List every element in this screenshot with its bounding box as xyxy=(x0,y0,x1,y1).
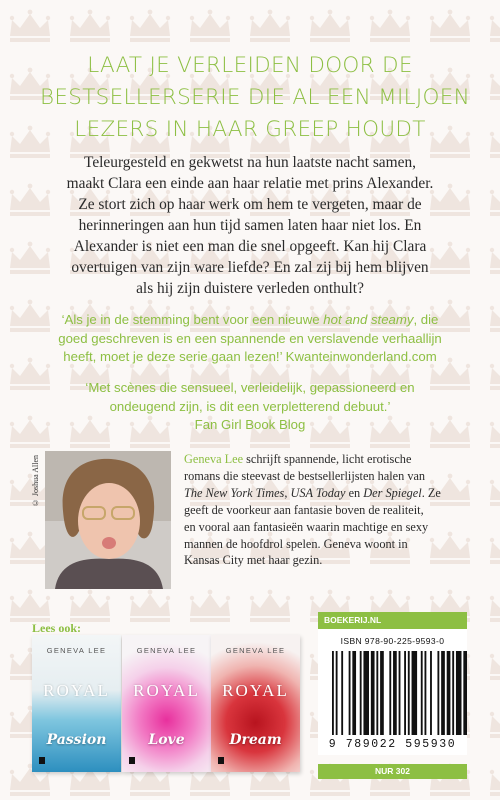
barcode-bar xyxy=(332,651,334,735)
blurb-line: Ze stort zich op haar werk om hem te vergeten, maar de xyxy=(78,196,422,213)
barcode-bar xyxy=(441,651,445,735)
barcode xyxy=(318,629,467,755)
nur-label: NUR 302 xyxy=(318,764,467,779)
blurb-line: herinneringen aan hun tijd samen laten haar niet los. En xyxy=(78,217,422,234)
review-quote-fan-girl-book-blog xyxy=(40,379,460,435)
barcode-bar xyxy=(425,651,427,735)
barcode-bar xyxy=(421,651,423,735)
publisher-logo-icon xyxy=(39,757,45,764)
barcode-bar xyxy=(363,651,369,735)
author-bio xyxy=(184,451,474,569)
quote-source: Fan Girl Book Blog xyxy=(194,417,306,432)
author-name: Geneva Lee xyxy=(184,452,244,466)
quote-line: ‘Met scènes die sensueel, verleidelijk, gepassioneerd en xyxy=(85,380,415,395)
barcode-bar xyxy=(349,651,351,735)
book-author: GENEVA LEE xyxy=(136,646,197,655)
book-title: ROYAL xyxy=(222,681,289,700)
quote-line: ondeugend zijn, is dit een verpletterend debuut.’ xyxy=(109,398,391,414)
quote-line: heeft, moet je deze serie gaan lezen!’ Kwanteinwonderland.com xyxy=(63,349,437,364)
barcode-bar xyxy=(352,651,356,735)
review-quote-kwanteinwonderland xyxy=(36,311,464,367)
barcode-bar xyxy=(376,651,378,735)
barcode-bar xyxy=(336,651,338,735)
barcode-bar xyxy=(447,651,451,735)
barcode-bar xyxy=(437,651,439,735)
barcode-box xyxy=(318,629,467,755)
barcode-bar xyxy=(404,651,406,735)
headline-line: BESTSELLERSERIE DIE AL EEN MILJOEN xyxy=(40,85,471,110)
book-subtitle: Passion xyxy=(46,732,107,748)
book-title: ROYAL xyxy=(133,681,200,700)
barcode-bar xyxy=(360,651,362,735)
quote-line: goed geschreven is en een spannende en verslavende verhaallijn xyxy=(58,330,442,346)
book-subtitle: Love xyxy=(148,732,185,748)
lees-ook-label: Lees ook: xyxy=(32,621,81,635)
barcode-bar xyxy=(380,651,384,735)
barcode-bar xyxy=(452,651,454,735)
blurb-line: Teleurgesteld en gekwetst na hun laatste nacht samen, xyxy=(84,154,416,171)
bio-line: The New York Times, USA Today en Der Spiegel. Ze xyxy=(184,485,441,500)
barcode-bar xyxy=(389,651,391,735)
quote-line: ‘Als je in de stemming bent voor een nieuwe hot and steamy, die xyxy=(61,312,439,327)
barcode-bar xyxy=(463,651,467,735)
book-cover-passion xyxy=(32,635,121,772)
barcode-bar xyxy=(393,651,397,735)
blurb-line: Alexander is niet een man die snel opgeeft. Kan hij Clara xyxy=(73,238,427,255)
blurb xyxy=(52,152,448,299)
headline xyxy=(40,50,471,146)
barcode-bar xyxy=(412,651,418,735)
publisher-logo-icon xyxy=(218,757,224,764)
barcode-bar xyxy=(430,651,432,735)
isbn-label: ISBN 978-90-225-9593-0 xyxy=(340,636,445,646)
barcode-bar xyxy=(341,651,343,735)
blurb-line: maakt Clara een einde aan haar relatie met prins Alexander. xyxy=(66,175,434,192)
bio-text: schrijft spannende, licht erotische xyxy=(243,452,412,466)
publisher-label: BOEKERIJ.NL xyxy=(318,612,467,629)
bio-line: geeft de voorkeur aan fantasie boven de realiteit, xyxy=(184,502,424,517)
bio-line: romans die steevast de bestsellerlijsten halen van xyxy=(184,468,426,483)
book-title: ROYAL xyxy=(43,681,110,700)
barcode-bar xyxy=(456,651,462,735)
book-cover-dream xyxy=(211,635,300,772)
bio-line: mannen de hoofdrol spelen. Geneva woont in xyxy=(184,536,408,551)
bio-line: en vooral aan fantasieën waarin machtige en sexy xyxy=(184,519,429,534)
blurb-line: overtuigen van zijn ware liefde? En zal zij bij hem blijven xyxy=(71,259,429,276)
blurb-line: als hij zijn duistere verleden onthult? xyxy=(136,280,364,297)
bio-line xyxy=(184,451,474,468)
barcode-bar xyxy=(399,651,401,735)
book-author: GENEVA LEE xyxy=(225,646,286,655)
headline-line: LEZERS IN HAAR GREEP HOUDT xyxy=(74,117,426,142)
headline-line: LAAT JE VERLEIDEN DOOR DE xyxy=(87,53,413,78)
book-cover-love xyxy=(122,635,211,772)
publisher-logo-icon xyxy=(129,757,135,764)
photo-credit: © Joshua Allen xyxy=(31,455,40,508)
book-subtitle: Dream xyxy=(229,732,282,748)
barcode-bar xyxy=(371,651,375,735)
author-photo xyxy=(45,451,171,589)
barcode-bar xyxy=(408,651,410,735)
bio-line: Kansas City met haar gezin. xyxy=(184,553,323,568)
barcode-digits: 9 789022 595930 xyxy=(328,738,457,751)
book-author: GENEVA LEE xyxy=(46,646,107,655)
